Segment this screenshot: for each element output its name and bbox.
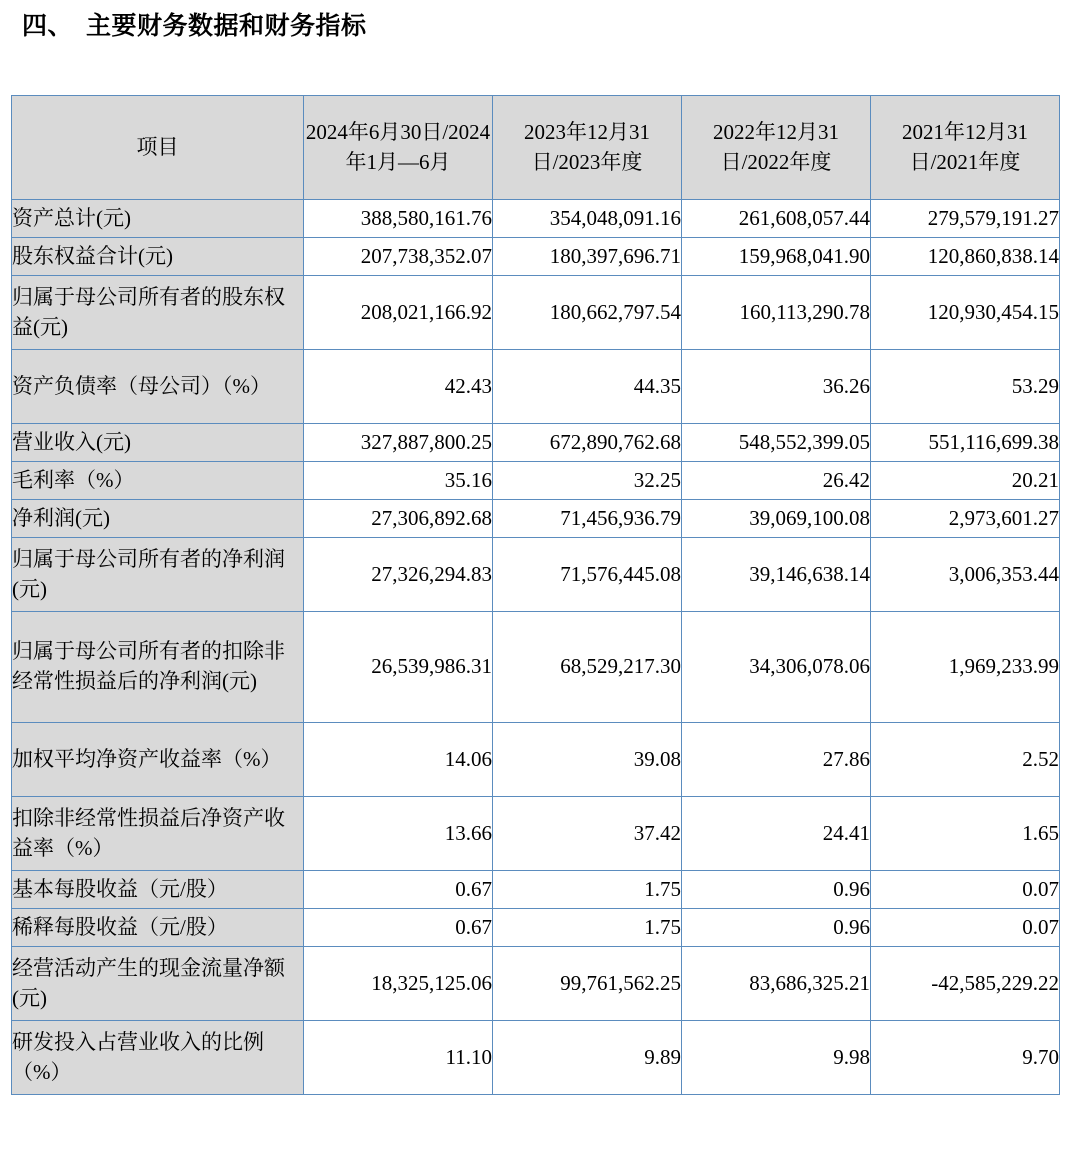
table-cell-value: 26,539,986.31	[304, 612, 493, 723]
table-row	[12, 538, 1060, 612]
table-row	[12, 350, 1060, 424]
row-label: 净利润(元)	[12, 500, 304, 538]
table-cell-value: 0.67	[304, 909, 493, 947]
column-header-item: 项目	[12, 96, 304, 200]
table-row	[12, 909, 1060, 947]
column-header-2024h1: 2024年6月30日/2024年1月—6月	[304, 96, 493, 200]
row-label: 稀释每股收益（元/股）	[12, 909, 304, 947]
table-cell-value: 327,887,800.25	[304, 424, 493, 462]
table-row	[12, 500, 1060, 538]
row-label: 扣除非经常性损益后净资产收益率（%）	[12, 797, 304, 871]
table-header	[12, 96, 1060, 200]
table-row	[12, 276, 1060, 350]
row-label: 归属于母公司所有者的净利润(元)	[12, 538, 304, 612]
column-header-2022: 2022年12月31日/2022年度	[682, 96, 871, 200]
page-title	[22, 12, 367, 42]
table-cell-value: 548,552,399.05	[682, 424, 871, 462]
table-cell-value: 354,048,091.16	[493, 200, 682, 238]
row-label: 基本每股收益（元/股）	[12, 871, 304, 909]
table-cell-value: 83,686,325.21	[682, 947, 871, 1021]
table-cell-value: 261,608,057.44	[682, 200, 871, 238]
table-cell-value: 120,930,454.15	[871, 276, 1060, 350]
table-cell-value: 27,306,892.68	[304, 500, 493, 538]
table-cell-value: 180,397,696.71	[493, 238, 682, 276]
table-cell-value: 2,973,601.27	[871, 500, 1060, 538]
table-cell-value: -42,585,229.22	[871, 947, 1060, 1021]
table-cell-value: 35.16	[304, 462, 493, 500]
table-cell-value: 11.10	[304, 1021, 493, 1095]
table-cell-value: 39.08	[493, 723, 682, 797]
table-cell-value: 0.96	[682, 871, 871, 909]
table-cell-value: 3,006,353.44	[871, 538, 1060, 612]
table-cell-value: 1.75	[493, 909, 682, 947]
row-label: 资产总计(元)	[12, 200, 304, 238]
table-cell-value: 18,325,125.06	[304, 947, 493, 1021]
row-label: 毛利率（%）	[12, 462, 304, 500]
table-cell-value: 71,576,445.08	[493, 538, 682, 612]
table-cell-value: 0.07	[871, 909, 1060, 947]
table-cell-value: 180,662,797.54	[493, 276, 682, 350]
table-cell-value: 53.29	[871, 350, 1060, 424]
table-cell-value: 9.70	[871, 1021, 1060, 1095]
table-row	[12, 723, 1060, 797]
table-row	[12, 612, 1060, 723]
table-row	[12, 462, 1060, 500]
table-cell-value: 0.07	[871, 871, 1060, 909]
table-cell-value: 24.41	[682, 797, 871, 871]
table-cell-value: 14.06	[304, 723, 493, 797]
table-cell-value: 208,021,166.92	[304, 276, 493, 350]
table-cell-value: 159,968,041.90	[682, 238, 871, 276]
table-header-row	[12, 96, 1060, 200]
table-row	[12, 797, 1060, 871]
table-cell-value: 27.86	[682, 723, 871, 797]
table-cell-value: 0.67	[304, 871, 493, 909]
row-label: 营业收入(元)	[12, 424, 304, 462]
financial-table-container	[11, 95, 1059, 1095]
table-cell-value: 13.66	[304, 797, 493, 871]
table-cell-value: 20.21	[871, 462, 1060, 500]
table-cell-value: 279,579,191.27	[871, 200, 1060, 238]
table-cell-value: 99,761,562.25	[493, 947, 682, 1021]
column-header-2021: 2021年12月31日/2021年度	[871, 96, 1060, 200]
table-cell-value: 388,580,161.76	[304, 200, 493, 238]
table-cell-value: 2.52	[871, 723, 1060, 797]
table-row	[12, 238, 1060, 276]
column-header-2023: 2023年12月31日/2023年度	[493, 96, 682, 200]
table-cell-value: 26.42	[682, 462, 871, 500]
table-cell-value: 0.96	[682, 909, 871, 947]
table-cell-value: 44.35	[493, 350, 682, 424]
row-label: 研发投入占营业收入的比例（%）	[12, 1021, 304, 1095]
table-row	[12, 424, 1060, 462]
table-row	[12, 200, 1060, 238]
table-cell-value: 1,969,233.99	[871, 612, 1060, 723]
row-label: 归属于母公司所有者的股东权益(元)	[12, 276, 304, 350]
table-cell-value: 34,306,078.06	[682, 612, 871, 723]
row-label: 资产负债率（母公司）（%）	[12, 350, 304, 424]
table-cell-value: 9.89	[493, 1021, 682, 1095]
table-cell-value: 36.26	[682, 350, 871, 424]
section-number: 四、	[22, 13, 61, 40]
table-body	[12, 200, 1060, 1095]
row-label: 经营活动产生的现金流量净额(元)	[12, 947, 304, 1021]
table-cell-value: 42.43	[304, 350, 493, 424]
table-cell-value: 672,890,762.68	[493, 424, 682, 462]
table-cell-value: 39,069,100.08	[682, 500, 871, 538]
table-cell-value: 160,113,290.78	[682, 276, 871, 350]
table-cell-value: 9.98	[682, 1021, 871, 1095]
row-label: 股东权益合计(元)	[12, 238, 304, 276]
table-row	[12, 947, 1060, 1021]
table-cell-value: 1.65	[871, 797, 1060, 871]
table-cell-value: 27,326,294.83	[304, 538, 493, 612]
financial-data-table	[11, 95, 1060, 1095]
table-cell-value: 39,146,638.14	[682, 538, 871, 612]
table-cell-value: 71,456,936.79	[493, 500, 682, 538]
row-label: 归属于母公司所有者的扣除非经常性损益后的净利润(元)	[12, 612, 304, 723]
table-cell-value: 32.25	[493, 462, 682, 500]
table-row	[12, 1021, 1060, 1095]
section-title-text: 主要财务数据和财务指标	[86, 13, 367, 40]
table-cell-value: 551,116,699.38	[871, 424, 1060, 462]
table-cell-value: 120,860,838.14	[871, 238, 1060, 276]
row-label: 加权平均净资产收益率（%）	[12, 723, 304, 797]
table-cell-value: 68,529,217.30	[493, 612, 682, 723]
table-cell-value: 1.75	[493, 871, 682, 909]
table-row	[12, 871, 1060, 909]
table-cell-value: 37.42	[493, 797, 682, 871]
table-cell-value: 207,738,352.07	[304, 238, 493, 276]
